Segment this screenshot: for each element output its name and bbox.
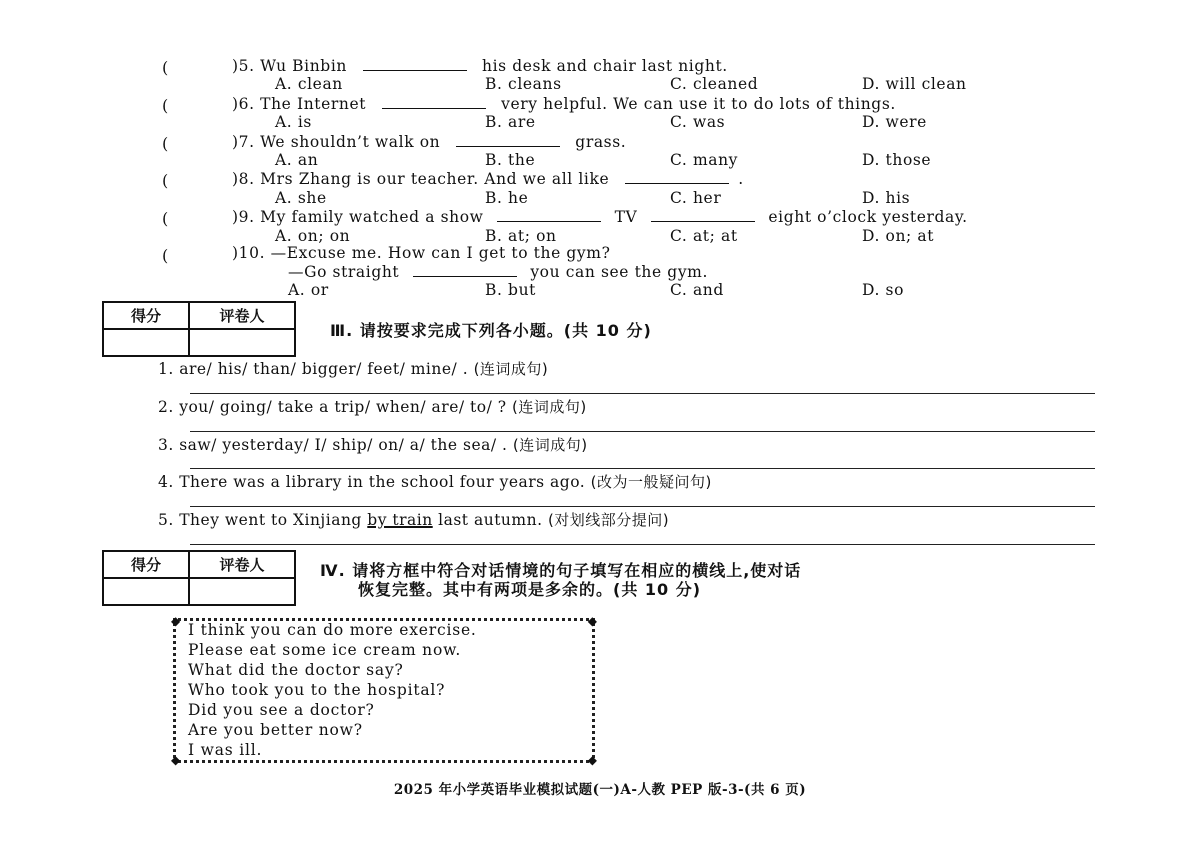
section-3-item-5: 5. They went to Xinjiang by train last autumn. (对划线部分提问)	[158, 511, 670, 529]
option-a: A. is	[275, 113, 312, 131]
option-d: D. were	[862, 113, 927, 131]
option-b: B. cleans	[485, 75, 562, 93]
option-a: A. she	[275, 189, 327, 207]
question-stem-line2: —Go straight you can see the gym.	[288, 263, 708, 281]
corner-diamond-icon: ◆	[587, 614, 597, 628]
option-b: B. are	[485, 113, 536, 131]
option-d: D. will clean	[862, 75, 967, 93]
option-d: D. his	[862, 189, 911, 207]
question-stem: )6. The Internet very helpful. We can use it to do lots of things.	[232, 95, 896, 113]
answer-blank	[363, 56, 467, 71]
option-a: A. an	[275, 151, 319, 169]
box-sentence: Who took you to the hospital?	[188, 681, 446, 699]
section-4-title-line1: Ⅳ. 请将方框中符合对话情境的句子填写在相应的横线上,使对话	[320, 561, 802, 580]
box-sentence: I was ill.	[188, 741, 263, 759]
box-sentence: Are you better now?	[188, 721, 363, 739]
box-sentence: I think you can do more exercise.	[188, 621, 477, 639]
answer-line[interactable]	[190, 393, 1095, 394]
answer-paren: (	[162, 134, 169, 153]
option-a: A. or	[288, 281, 329, 299]
section-3-item-1: 1. are/ his/ than/ bigger/ feet/ mine/ . (连词成句)	[158, 360, 549, 378]
option-b: B. the	[485, 151, 536, 169]
section-4-title-line2: 恢复完整。其中有两项是多余的。(共 10 分)	[358, 580, 702, 599]
question-stem: )7. We shouldn’t walk on grass.	[232, 133, 627, 151]
answer-paren: (	[162, 171, 169, 190]
score-label: 得分	[103, 551, 189, 578]
score-box	[102, 301, 296, 357]
option-b: B. at; on	[485, 227, 557, 245]
option-c: C. and	[670, 281, 724, 299]
answer-blank	[456, 132, 560, 147]
answer-paren: (	[162, 209, 169, 228]
section-3-item-4: 4. There was a library in the school four years ago. (改为一般疑问句)	[158, 473, 712, 491]
section-3-title: Ⅲ. 请按要求完成下列各小题。(共 10 分)	[330, 321, 652, 340]
option-b: B. he	[485, 189, 529, 207]
answer-blank	[651, 207, 755, 222]
score-box	[102, 550, 296, 606]
question-stem: )8. Mrs Zhang is our teacher. And we all like .	[232, 170, 744, 188]
answer-paren: (	[162, 58, 169, 77]
section-3-item-2: 2. you/ going/ take a trip/ when/ are/ to/ ? (连词成句)	[158, 398, 587, 416]
question-stem: )9. My family watched a show TV eight o’clock yesterday.	[232, 208, 968, 226]
answer-line[interactable]	[190, 544, 1095, 545]
answer-blank	[413, 262, 517, 277]
option-c: C. was	[670, 113, 726, 131]
corner-diamond-icon: ◆	[171, 753, 181, 767]
answer-blank	[497, 207, 601, 222]
option-c: C. at; at	[670, 227, 738, 245]
answer-blank	[382, 94, 486, 109]
option-a: A. clean	[275, 75, 343, 93]
section-3-item-3: 3. saw/ yesterday/ I/ ship/ on/ a/ the sea/ . (连词成句)	[158, 436, 588, 454]
option-d: D. on; at	[862, 227, 935, 245]
option-c: C. cleaned	[670, 75, 759, 93]
answer-paren: (	[162, 96, 169, 115]
answer-line[interactable]	[190, 431, 1095, 432]
score-cell[interactable]	[103, 329, 189, 356]
underlined-phrase: by train	[367, 511, 433, 529]
question-stem: )10. —Excuse me. How can I get to the gym?	[232, 244, 611, 262]
score-cell[interactable]	[103, 578, 189, 605]
question-stem: )5. Wu Binbin his desk and chair last night.	[232, 57, 728, 75]
box-sentence: What did the doctor say?	[188, 661, 404, 679]
answer-blank	[625, 169, 729, 184]
option-c: C. many	[670, 151, 739, 169]
corner-diamond-icon: ◆	[587, 753, 597, 767]
grader-label: 评卷人	[189, 302, 295, 329]
box-sentence: Did you see a doctor?	[188, 701, 375, 719]
answer-line[interactable]	[190, 468, 1095, 469]
option-d: D. those	[862, 151, 932, 169]
grader-cell[interactable]	[189, 578, 295, 605]
option-b: B. but	[485, 281, 536, 299]
answer-paren: (	[162, 246, 169, 265]
corner-diamond-icon: ◆	[171, 614, 181, 628]
answer-line[interactable]	[190, 506, 1095, 507]
box-sentence: Please eat some ice cream now.	[188, 641, 462, 659]
page-footer: 2025 年小学英语毕业模拟试题(一)A-人教 PEP 版-3-(共 6 页)	[393, 782, 807, 798]
grader-label: 评卷人	[189, 551, 295, 578]
score-label: 得分	[103, 302, 189, 329]
option-a: A. on; on	[275, 227, 351, 245]
option-c: C. her	[670, 189, 722, 207]
grader-cell[interactable]	[189, 329, 295, 356]
option-d: D. so	[862, 281, 905, 299]
